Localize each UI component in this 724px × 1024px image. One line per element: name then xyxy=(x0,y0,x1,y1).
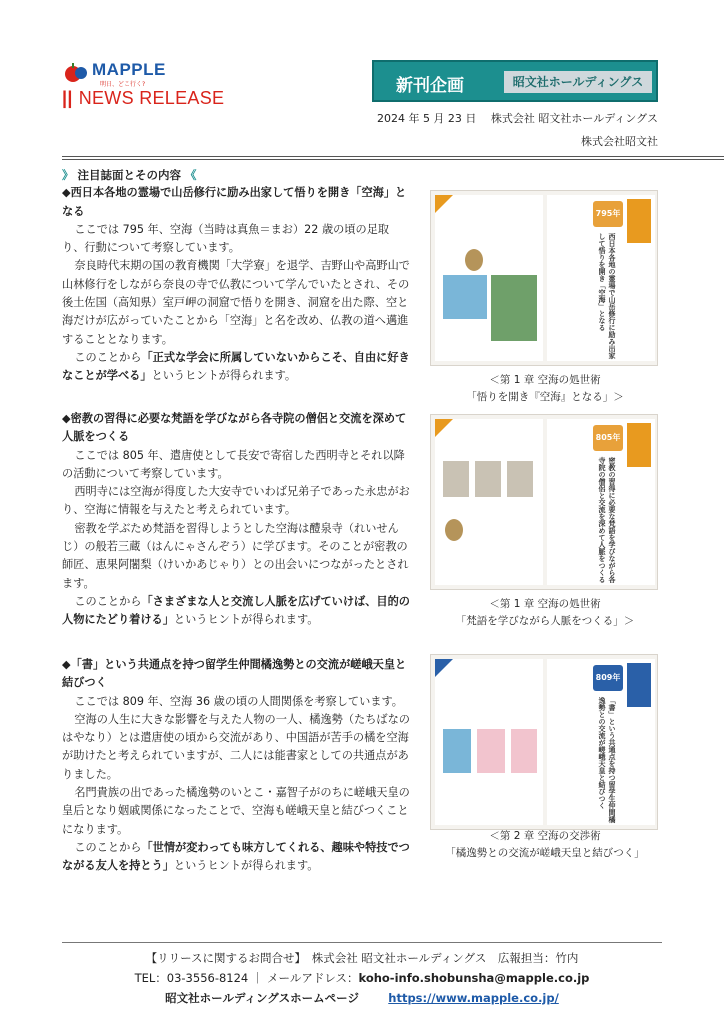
vertical-title: 密教の習得に必要な梵語を学びながら各寺院の僧侶と交流を深めて人脈をつくる xyxy=(598,457,616,583)
apple-logo-icon xyxy=(64,62,88,84)
map-photo xyxy=(443,275,487,319)
spread-left-page xyxy=(435,195,543,361)
caption-line: ＜第 2 章 空海の交渉術 xyxy=(489,830,601,842)
paragraph: 西明寺には空海が得度した大安寺でいわば兄弟子であった永忠がおり、空海に情報を与えたと考えられています。 xyxy=(62,485,410,517)
section-bracket-close: 《 xyxy=(185,168,197,182)
header-divider-2 xyxy=(62,159,724,160)
news-release-label xyxy=(62,88,224,109)
book-spread-image-3 xyxy=(430,654,658,830)
chapter-tag xyxy=(627,663,651,707)
topic-heading: ◆「書」という共通点を持つ留学生仲間橘逸勢との交流が嵯峨天皇と結びつく xyxy=(62,658,407,690)
book-spread-image-1 xyxy=(430,190,658,366)
caption-line: 「橘逸勢との交流が嵯峨天皇と結びつく」 xyxy=(445,847,645,859)
footer-tel-email xyxy=(62,970,662,986)
topic-heading: ◆西日本各地の霊場で山岳修行に励み出家して悟りを開き「空海」となる xyxy=(62,186,407,218)
figure-caption-3 xyxy=(420,828,670,862)
paragraph-hint: このことから「世情が変わっても味方してくれる、趣味や特技でつながる友人を持とう」というヒントが得られます。 xyxy=(62,840,410,873)
paragraph: 奈良時代末期の国の教育機関「大学寮」を退学、吉野山や高野山で山林修行をしながら奈良の寺で仏教について学んでいたとされ、その後土佐国（高知県）室戸岬の洞窟で悟りを開き、洞窟を出た際、空と海だけが広がっていたことから「空海」と名を改め、仏教の道へ邁進することとなります。 xyxy=(62,259,410,346)
hint-bold: 「正式な学会に所属していないからこそ、自由に好きなことが学べる」 xyxy=(62,350,410,383)
section-bracket-open: 》 xyxy=(62,168,74,182)
footer-divider xyxy=(62,942,662,943)
statue-photo xyxy=(507,461,533,497)
caption-line: 「梵語を学びながら人脈をつくる」＞ xyxy=(455,615,635,627)
kukai-illustration xyxy=(445,519,463,541)
topic-3 xyxy=(62,656,410,876)
spread-left-page xyxy=(435,419,543,585)
corner-triangle xyxy=(435,659,453,677)
temple-photo xyxy=(491,275,537,341)
figure-caption-2 xyxy=(420,596,670,630)
person-illustration xyxy=(477,729,505,773)
logo-text: MAPPLE xyxy=(92,60,166,79)
paragraph-hint: このことから「正式な学会に所属していないからこそ、自由に好きなことが学べる」というヒントが得られます。 xyxy=(62,350,410,383)
book-spread-image-2 xyxy=(430,414,658,590)
chapter-tag xyxy=(627,423,651,467)
footer-url-link[interactable]: https://www.mapple.co.jp/ xyxy=(388,991,559,1005)
hint-bold: 「さまざまな人と交流し人脈を広げていけば、目的の人物にたどり着ける」 xyxy=(62,594,410,627)
paragraph: ここでは 795 年、空海（当時は真魚＝まお）22 歳の頃の足取り、行動について考察しています。 xyxy=(62,222,390,255)
footer-homepage xyxy=(62,990,662,1006)
date-company-line: 2024 年 5 月 23 日 株式会社 昭文社ホールディングス xyxy=(376,112,658,125)
topic-heading: ◆密教の習得に必要な梵語を学びながら各寺院の僧侶と交流を深めて人脈をつくる xyxy=(62,412,407,444)
year-badge: 805年 xyxy=(593,425,623,451)
vertical-title: 「書」という共通点を持つ留学生仲間橘逸勢との交流が嵯峨天皇と結びつく xyxy=(598,697,616,823)
banner-title: 新刊企画 xyxy=(396,76,464,96)
paragraph: 名門貴族の出であった橘逸勢のいとこ・嘉智子がのちに嵯峨天皇の皇后となり姻戚関係になったことで、空海も嵯峨天皇と結びつくことになります。 xyxy=(62,786,410,836)
paragraph: 密教を学ぶため梵語を習得しようとした空海は醴泉寺（れいせんじ）の般若三蔵（はんにゃさんぞう）に学びます。そのことが密教の師匠、恵果阿闍梨（けいかあじゃり）との出会いにつながったとされます。 xyxy=(62,521,409,590)
person-illustration xyxy=(511,729,537,773)
topic-1 xyxy=(62,166,410,386)
figure-caption-1 xyxy=(420,372,670,406)
corner-triangle xyxy=(435,419,453,437)
caption-line: 「悟りを開き『空海』となる」＞ xyxy=(466,391,624,403)
year-badge: 795年 xyxy=(593,201,623,227)
kukai-illustration xyxy=(465,249,483,271)
section-title xyxy=(62,166,410,184)
paragraph: ここでは 805 年、遣唐使として長安で寄宿した西明寺とそれ以降の活動について考察しています。 xyxy=(62,448,405,480)
topic-2 xyxy=(62,410,410,630)
spread-left-page xyxy=(435,659,543,825)
header-divider xyxy=(62,156,724,157)
news-release-bar: || xyxy=(62,88,73,108)
caption-line: ＜第 1 章 空海の処世術 xyxy=(489,598,601,610)
footer-tel: TEL：03-3556-8124 ｜ メールアドレス： xyxy=(134,971,359,985)
banner-company: 昭文社ホールディングス xyxy=(504,71,652,93)
title-banner xyxy=(372,60,658,102)
vertical-title: 西日本各地の霊場で山岳修行に励み出家して悟りを開き「空海」となる xyxy=(598,233,616,359)
corner-triangle xyxy=(435,195,453,213)
paragraph: ここでは 809 年、空海 36 歳の頃の人間関係を考察しています。 xyxy=(74,694,403,708)
footer-email-link[interactable]: koho-info.shobunsha@mapple.co.jp xyxy=(358,971,590,985)
person-illustration xyxy=(443,729,471,773)
footer-contact: 【リリースに関するお問合せ】 株式会社 昭文社ホールディングス 広報担当：竹内 xyxy=(145,951,579,965)
hint-bold: 「世情が変わっても味方してくれる、趣味や特技でつながる友人を持とう」 xyxy=(62,840,410,873)
logo-tagline: 明日、どこ行く? xyxy=(100,81,146,88)
paragraph: 空海の人生に大きな影響を与えた人物の一人、橘逸勢（たちばなのはやなり）とは遣唐使の頃から交流があり、中国語が苦手の橘を空海が助けたと考えられていますが、二人には能書家としての共通点がありました。 xyxy=(62,712,410,781)
year-badge: 809年 xyxy=(593,665,623,691)
company-name-2: 株式会社昭文社 xyxy=(581,135,658,148)
chapter-tag xyxy=(627,199,651,243)
statue-photo xyxy=(443,461,469,497)
news-release-text: NEWS RELEASE xyxy=(78,88,225,108)
paragraph-hint: このことから「さまざまな人と交流し人脈を広げていけば、目的の人物にたどり着ける」というヒントが得られます。 xyxy=(62,594,410,627)
section-title-text: 注目誌面とその内容 xyxy=(77,168,182,182)
footer-hp-label: 昭文社ホールディングスホームページ xyxy=(165,991,359,1005)
caption-line: ＜第 1 章 空海の処世術 xyxy=(489,374,601,386)
statue-photo xyxy=(475,461,501,497)
